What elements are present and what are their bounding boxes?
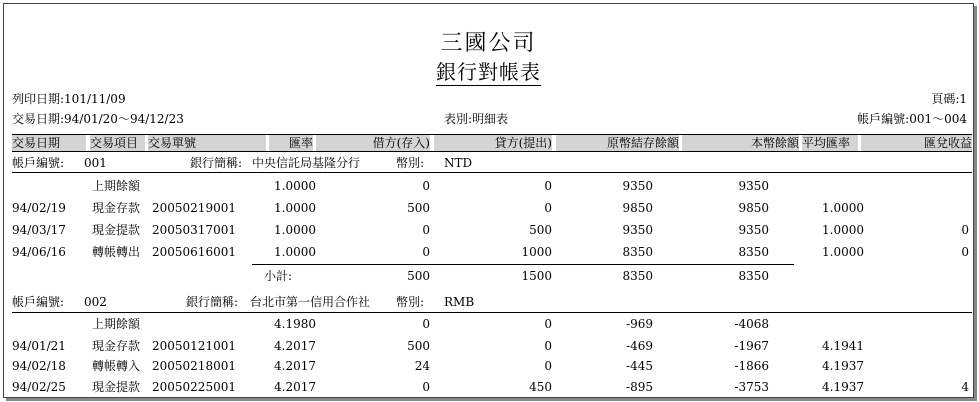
- cell-rate: 4.2017: [274, 339, 316, 353]
- cell-orig-balance: -445: [626, 359, 653, 373]
- subtotal-line: [252, 264, 794, 265]
- cell-page-no: 1: [959, 92, 967, 106]
- report-type: [444, 110, 508, 127]
- cell-rate: 1.0000: [274, 201, 316, 215]
- cell-local-balance: -4068: [734, 317, 769, 331]
- cell-doc: 20050225001: [152, 380, 236, 394]
- cell-bank-label: 銀行簡稱:: [186, 295, 239, 309]
- cell-print-date: 101/11/09: [64, 92, 126, 106]
- cell-credit: 500: [529, 223, 552, 237]
- account-range: [857, 110, 967, 127]
- report-title: [4, 56, 973, 85]
- trade-date-range: [12, 110, 184, 127]
- cell-credit: 450: [529, 380, 552, 394]
- cell-bank-name: 中央信託局基隆分行: [252, 156, 361, 170]
- cell-debit: 0: [422, 245, 430, 259]
- account-header: [12, 292, 972, 312]
- cell-date: 94/02/18: [12, 359, 66, 373]
- cell-account-no: 002: [84, 295, 107, 309]
- cell-account-label: 帳戶編號:: [12, 295, 65, 309]
- company-name: 三國公司: [440, 31, 537, 56]
- cell-orig-balance: 9350: [622, 223, 653, 237]
- cell-debit: 500: [407, 269, 430, 283]
- cell-credit: 1500: [521, 269, 552, 283]
- cell-item: 現金提款: [92, 223, 141, 237]
- col-header-avg-rate: 平均匯率: [802, 135, 858, 151]
- cell-credit: 0: [544, 179, 552, 193]
- cell-doc: 20050218001: [152, 359, 236, 373]
- cell-local-balance: -3753: [734, 380, 769, 394]
- cell-label: 小計:: [264, 269, 293, 283]
- cell-rate: 4.2017: [274, 359, 316, 373]
- cell-local-balance: -1967: [734, 339, 769, 353]
- table-row: [12, 198, 972, 218]
- cell-trade-date-label: 交易日期:: [12, 112, 65, 126]
- table-row: [12, 377, 972, 397]
- cell-local-balance: 8350: [738, 269, 769, 283]
- cell-avg-rate: 4.1937: [822, 359, 864, 373]
- table-row: [12, 242, 972, 262]
- cell-print-date-label: 列印日期:: [12, 92, 65, 106]
- cell-orig-balance: 9350: [622, 179, 653, 193]
- cell-debit: 0: [422, 317, 430, 331]
- col-header-local-balance: 本幣餘額: [682, 135, 799, 151]
- col-header-orig-balance: 原幣結存餘額: [556, 135, 679, 151]
- cell-item: 轉帳轉出: [92, 245, 141, 259]
- cell-debit: 0: [422, 179, 430, 193]
- cell-date: 94/03/17: [12, 223, 66, 237]
- cell-currency-label: 幣別:: [396, 295, 425, 309]
- table-row: [12, 314, 972, 334]
- cell-date: 94/01/21: [12, 339, 66, 353]
- cell-rate: 1.0000: [274, 179, 316, 193]
- cell-bank-name: 台北市第一信用合作社: [250, 295, 371, 309]
- cell-type-value: 明細表: [472, 112, 509, 126]
- col-header-date: 交易日期: [12, 135, 86, 151]
- cell-rate: 4.2017: [274, 380, 316, 394]
- cell-orig-balance: -969: [626, 317, 653, 331]
- table-row: [12, 356, 972, 376]
- cell-account-no: 001: [84, 156, 107, 170]
- page-number: [931, 90, 967, 107]
- cell-local-balance: 9850: [738, 201, 769, 215]
- cell-item: 現金提款: [92, 380, 141, 394]
- cell-date: 94/02/25: [12, 380, 66, 394]
- cell-page-label: 頁碼:: [931, 92, 960, 106]
- divider: [12, 172, 972, 173]
- cell-local-balance: 9350: [738, 223, 769, 237]
- cell-date: 94/02/19: [12, 201, 66, 215]
- col-header-credit: 貸方(提出): [434, 135, 552, 151]
- cell-gain: 4: [961, 380, 969, 394]
- col-header-item: 交易項目: [90, 135, 145, 151]
- cell-date: 94/06/16: [12, 245, 66, 259]
- cell-doc: 20050219001: [152, 201, 236, 215]
- column-header-row: [12, 134, 972, 152]
- cell-avg-rate: 4.1937: [822, 380, 864, 394]
- cell-doc: 20050121001: [152, 339, 236, 353]
- cell-debit: 0: [422, 380, 430, 394]
- col-header-rate: 匯率: [269, 135, 313, 151]
- cell-gain: 0: [961, 245, 969, 259]
- cell-avg-rate: 4.1941: [822, 339, 864, 353]
- cell-doc: 20050616001: [152, 245, 236, 259]
- cell-doc: 20050317001: [152, 223, 236, 237]
- cell-bank-label: 銀行簡稱:: [190, 156, 243, 170]
- cell-item: 現金存款: [92, 339, 141, 353]
- cell-currency: NTD: [444, 156, 473, 170]
- cell-local-balance: 8350: [738, 245, 769, 259]
- cell-orig-balance: -895: [626, 380, 653, 394]
- col-header-debit: 借方(存入): [316, 135, 430, 151]
- print-date: [12, 90, 126, 107]
- cell-rate: 4.1980: [274, 317, 316, 331]
- cell-gain: 0: [961, 223, 969, 237]
- cell-debit: 500: [407, 201, 430, 215]
- cell-item: 轉帳轉入: [92, 359, 141, 373]
- cell-debit: 0: [422, 223, 430, 237]
- table-row: [12, 336, 972, 356]
- cell-local-balance: 9350: [738, 179, 769, 193]
- cell-avg-rate: 1.0000: [822, 245, 864, 259]
- col-header-doc: 交易單號: [148, 135, 266, 151]
- cell-account-range: 001～004: [909, 112, 967, 126]
- cell-credit: 0: [544, 317, 552, 331]
- cell-trade-date-range: 94/01/20～94/12/23: [64, 112, 184, 126]
- cell-type-label: 表別:: [444, 112, 473, 126]
- cell-account-label: 帳戶編號:: [12, 156, 65, 170]
- cell-title: 銀行對帳表: [436, 60, 541, 84]
- cell-local-balance: -1866: [734, 359, 769, 373]
- cell-rate: 1.0000: [274, 223, 316, 237]
- account-header: [12, 153, 972, 173]
- cell-orig-balance: 9850: [622, 201, 653, 215]
- cell-orig-balance: -469: [626, 339, 653, 353]
- subtotal-row: [12, 266, 972, 286]
- cell-debit: 500: [407, 339, 430, 353]
- cell-orig-balance: 8350: [622, 269, 653, 283]
- divider: [12, 312, 972, 313]
- cell-item: 上期餘額: [92, 179, 141, 193]
- cell-item: 現金存款: [92, 201, 141, 215]
- col-header-gain: 匯兌收益: [861, 135, 972, 151]
- report-frame: [3, 3, 974, 398]
- cell-rate: 1.0000: [274, 245, 316, 259]
- cell-credit: 0: [544, 339, 552, 353]
- cell-debit: 24: [414, 359, 430, 373]
- table-row: [12, 176, 972, 196]
- cell-item: 上期餘額: [92, 317, 141, 331]
- cell-currency-label: 幣別:: [396, 156, 425, 170]
- cell-avg-rate: 1.0000: [822, 201, 864, 215]
- cell-orig-balance: 8350: [622, 245, 653, 259]
- cell-credit: 0: [544, 201, 552, 215]
- cell-account-range-label: 帳戶編號:: [857, 112, 910, 126]
- table-row: [12, 220, 972, 240]
- cell-credit: 0: [544, 359, 552, 373]
- cell-currency: RMB: [444, 295, 475, 309]
- cell-avg-rate: 1.0000: [822, 223, 864, 237]
- cell-credit: 1000: [521, 245, 552, 259]
